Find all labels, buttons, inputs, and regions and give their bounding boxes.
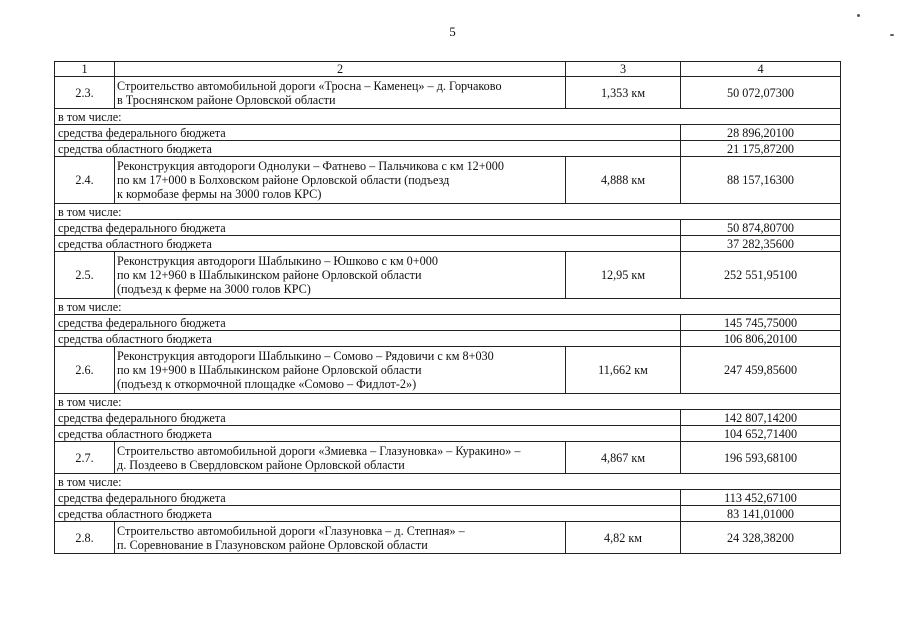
item-number: 2.3.: [55, 77, 115, 109]
regional-budget-amount: 21 175,87200: [681, 141, 841, 157]
federal-budget-row: [55, 490, 841, 506]
item-name: [115, 347, 566, 394]
item-total: 50 072,07300: [681, 77, 841, 109]
item-number: 2.7.: [55, 442, 115, 474]
column-number-3: 3: [566, 62, 681, 77]
regional-budget-row: [55, 506, 841, 522]
federal-budget-amount: 142 807,14200: [681, 410, 841, 426]
regional-budget-label: средства областного бюджета: [55, 236, 681, 252]
item-name-line: д. Поздеево в Свердловском районе Орловской области: [117, 457, 405, 472]
scan-speck: [857, 14, 860, 17]
item-total: 247 459,85600: [681, 347, 841, 394]
federal-budget-row: [55, 125, 841, 141]
including-row: [55, 109, 841, 125]
regional-budget-label: средства областного бюджета: [55, 141, 681, 157]
item-name-line: по км 19+900 в Шаблыкинском районе Орловской области: [117, 363, 422, 377]
including-label: в том числе:: [55, 394, 841, 410]
item-name-line: Строительство автомобильной дороги «Змиевка – Глазуновка» – Куракино» –: [117, 443, 521, 458]
item-total: 24 328,38200: [681, 522, 841, 554]
including-label: в том числе:: [55, 109, 841, 125]
including-label: в том числе:: [55, 299, 841, 315]
table-row: [55, 252, 841, 299]
regional-budget-amount: 104 652,71400: [681, 426, 841, 442]
federal-budget-amount: 50 874,80700: [681, 220, 841, 236]
item-name: [115, 442, 566, 474]
item-total: 88 157,16300: [681, 157, 841, 204]
federal-budget-amount: 113 452,67100: [681, 490, 841, 506]
item-length: 4,867 км: [566, 442, 681, 474]
item-length: 1,353 км: [566, 77, 681, 109]
item-length: 4,82 км: [566, 522, 681, 554]
including-row: [55, 474, 841, 490]
regional-budget-label: средства областного бюджета: [55, 426, 681, 442]
item-number: 2.5.: [55, 252, 115, 299]
page-number: 5: [449, 24, 456, 39]
regional-budget-row: [55, 236, 841, 252]
column-number-1: 1: [55, 62, 115, 77]
regional-budget-row: [55, 426, 841, 442]
column-number-2: 2: [115, 62, 566, 77]
item-name: [115, 252, 566, 299]
table-row: [55, 347, 841, 394]
federal-budget-label: средства федерального бюджета: [55, 315, 681, 331]
table-row: [55, 157, 841, 204]
item-name: [115, 157, 566, 204]
regional-budget-label: средства областного бюджета: [55, 331, 681, 347]
federal-budget-row: [55, 410, 841, 426]
item-name-line: по км 12+960 в Шаблыкинском районе Орловской области: [117, 268, 422, 282]
federal-budget-amount: 28 896,20100: [681, 125, 841, 141]
including-label: в том числе:: [55, 204, 841, 220]
item-name-line: Строительство автомобильной дороги «Тросна – Каменец» – д. Горчаково: [117, 78, 502, 93]
table-row: [55, 522, 841, 554]
item-name-line: Реконструкция автодороги Однолуки – Фатнево – Пальчикова с км 12+000: [117, 159, 504, 173]
item-length: 11,662 км: [566, 347, 681, 394]
including-row: [55, 299, 841, 315]
item-name-line: (подъезд к откормочной площадке «Сомово – Фидлот-2»): [117, 377, 417, 391]
column-number-4: 4: [681, 62, 841, 77]
item-total: 252 551,95100: [681, 252, 841, 299]
federal-budget-amount: 145 745,75000: [681, 315, 841, 331]
budget-table: [54, 61, 841, 554]
regional-budget-label: средства областного бюджета: [55, 506, 681, 522]
federal-budget-label: средства федерального бюджета: [55, 490, 681, 506]
table-row: [55, 77, 841, 109]
regional-budget-amount: 106 806,20100: [681, 331, 841, 347]
item-name-line: Строительство автомобильной дороги «Глазуновка – д. Степная» –: [117, 523, 465, 538]
item-number: 2.8.: [55, 522, 115, 554]
regional-budget-amount: 83 141,01000: [681, 506, 841, 522]
column-number-row: [55, 62, 841, 77]
item-name-line: Реконструкция автодороги Шаблыкино – Сомово – Рядовичи с км 8+030: [117, 349, 494, 363]
item-name-line: п. Соревнование в Глазуновском районе Орловской области: [117, 537, 428, 552]
item-name: [115, 522, 566, 554]
federal-budget-row: [55, 220, 841, 236]
item-name: [115, 77, 566, 109]
item-name-line: к кормобазе фермы на 3000 голов КРС): [117, 187, 322, 201]
item-length: 12,95 км: [566, 252, 681, 299]
item-name-line: по км 17+000 в Болховском районе Орловской области (подъезд: [117, 173, 450, 187]
federal-budget-label: средства федерального бюджета: [55, 125, 681, 141]
federal-budget-label: средства федерального бюджета: [55, 410, 681, 426]
including-label: в том числе:: [55, 474, 841, 490]
item-number: 2.4.: [55, 157, 115, 204]
item-name-line: (подъезд к ферме на 3000 голов КРС): [117, 282, 311, 296]
item-length: 4,888 км: [566, 157, 681, 204]
federal-budget-label: средства федерального бюджета: [55, 220, 681, 236]
regional-budget-row: [55, 331, 841, 347]
scan-speck: [890, 34, 894, 36]
item-total: 196 593,68100: [681, 442, 841, 474]
table-row: [55, 442, 841, 474]
including-row: [55, 204, 841, 220]
including-row: [55, 394, 841, 410]
federal-budget-row: [55, 315, 841, 331]
regional-budget-amount: 37 282,35600: [681, 236, 841, 252]
item-number: 2.6.: [55, 347, 115, 394]
item-name-line: в Троснянском районе Орловской области: [117, 92, 336, 107]
item-name-line: Реконструкция автодороги Шаблыкино – Юшково с км 0+000: [117, 254, 438, 268]
regional-budget-row: [55, 141, 841, 157]
